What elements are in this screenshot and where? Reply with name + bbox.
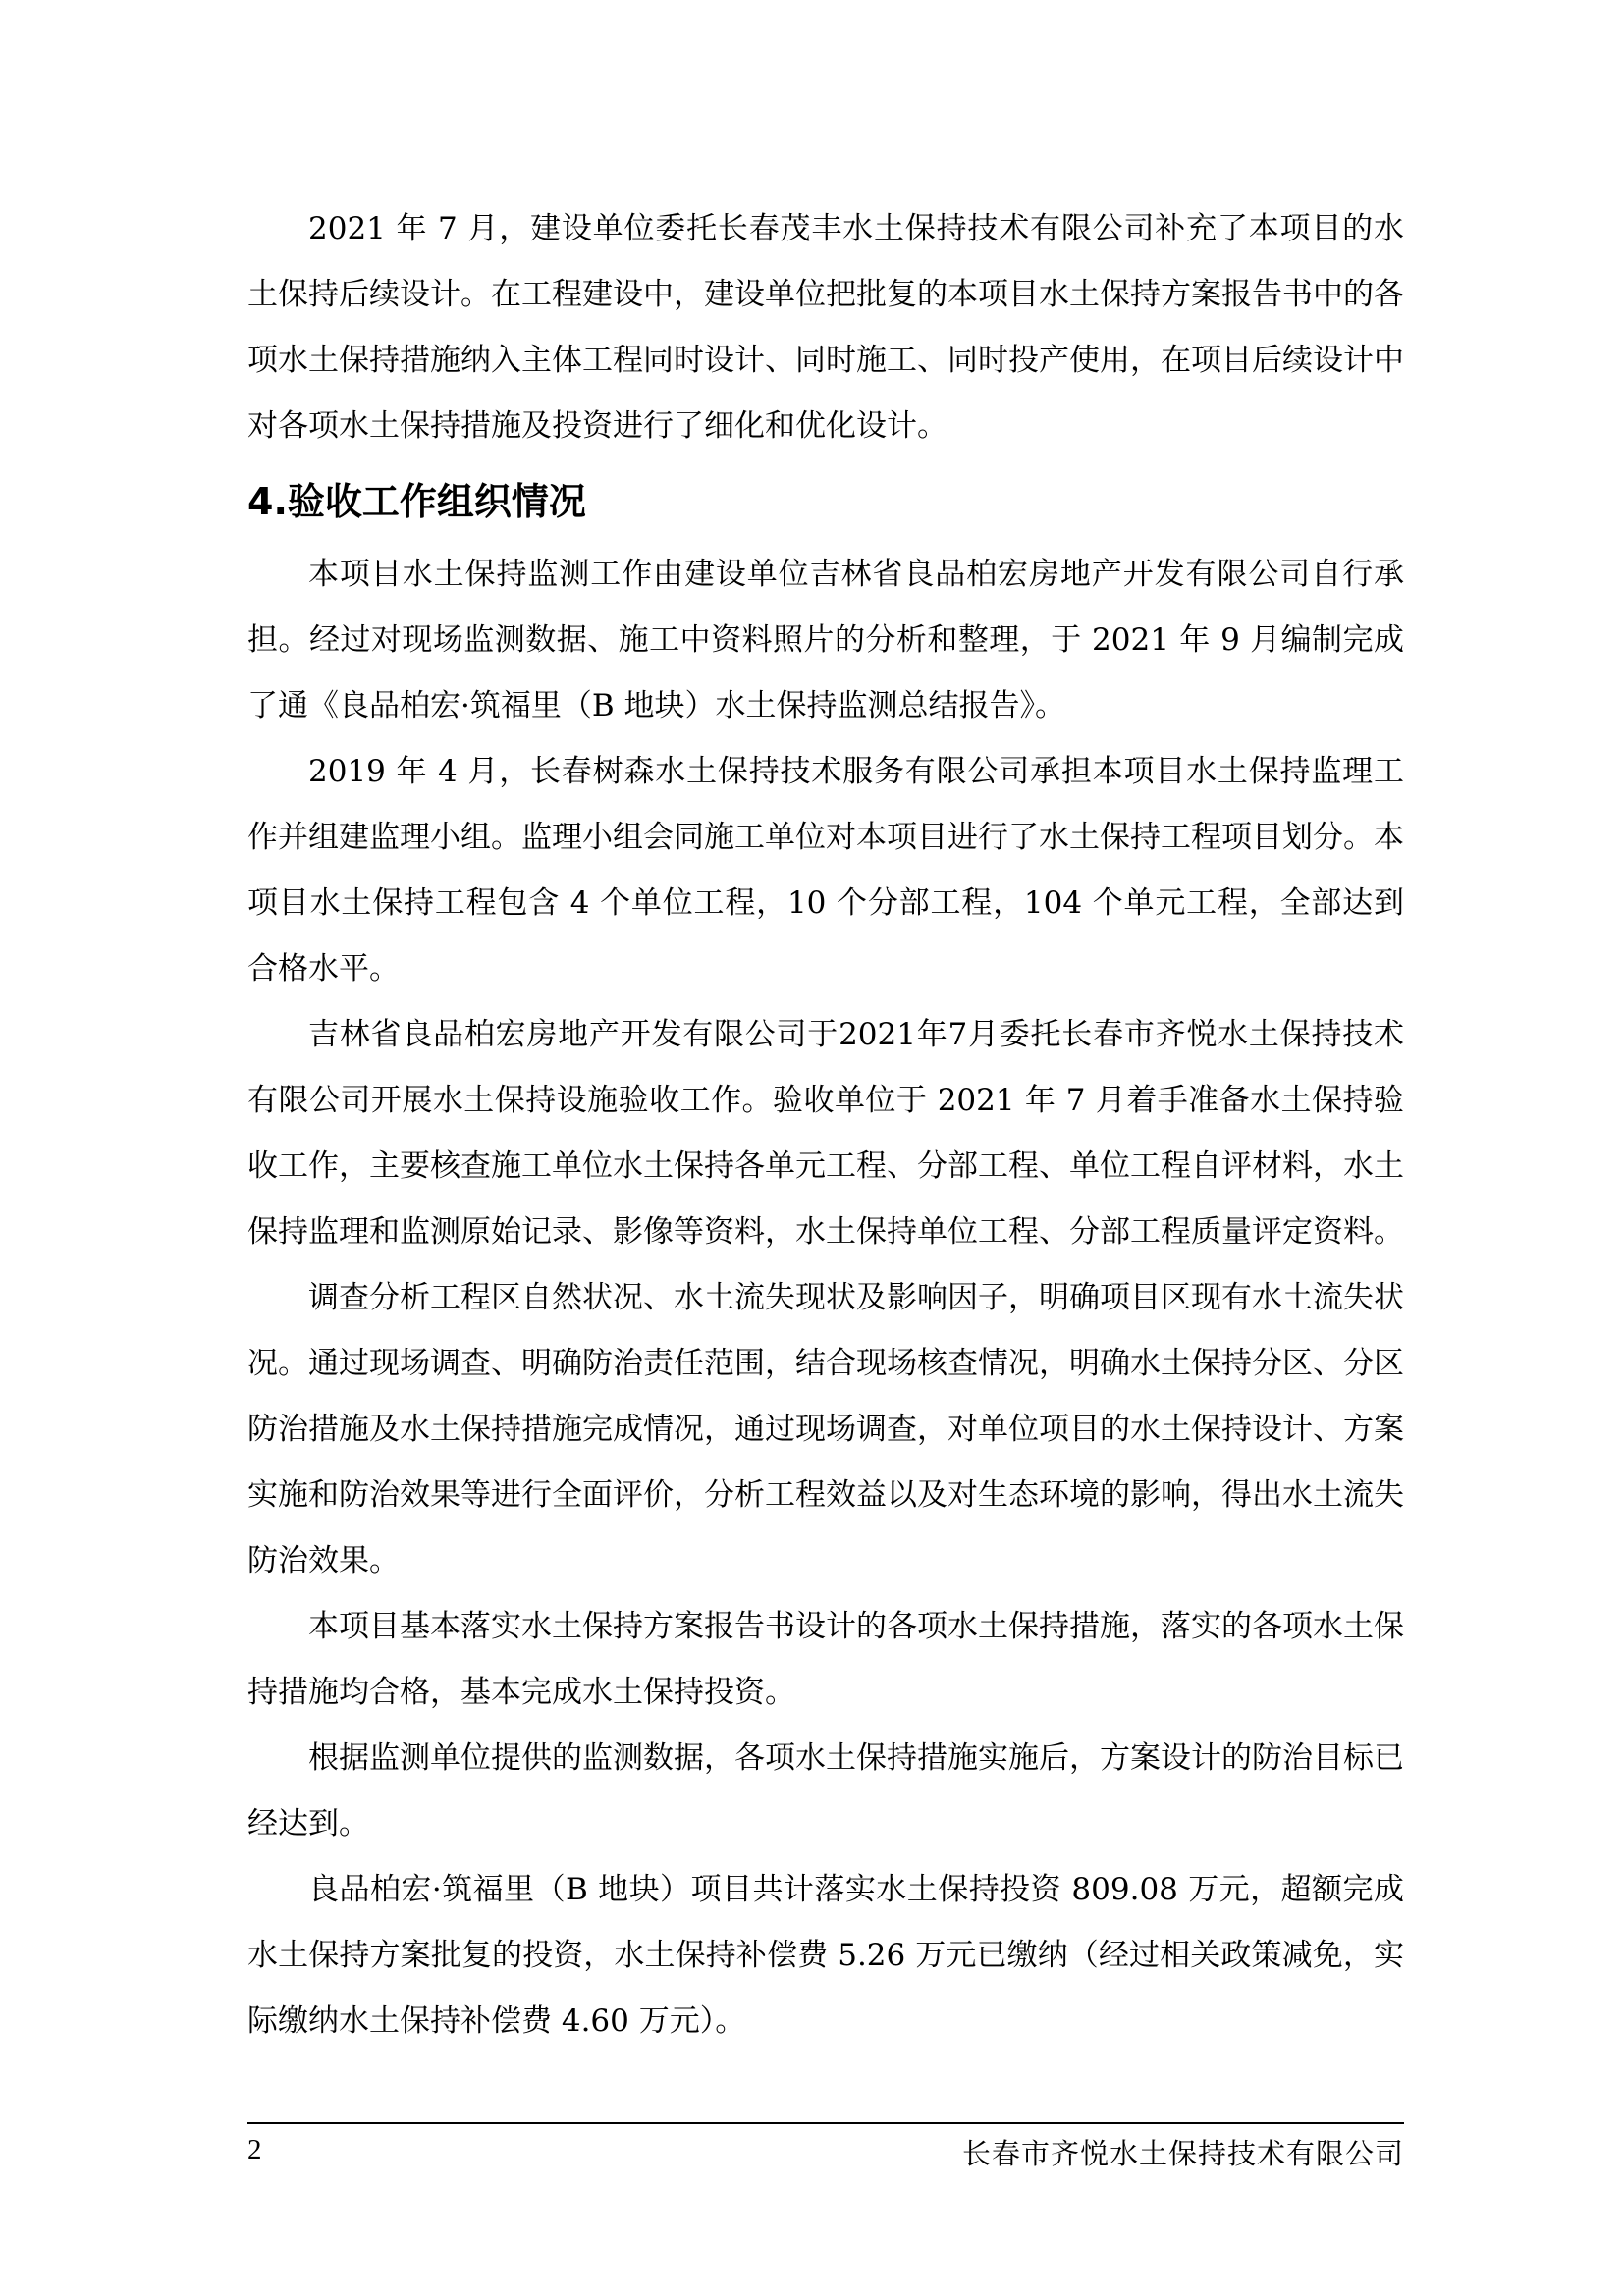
footer-divider — [247, 2122, 1404, 2124]
paragraph-acceptance: 吉林省良品柏宏房地产开发有限公司于2021年7月委托长春市齐悦水土保持技术有限公司开展水土保持设施验收工作。验收单位于 2021 年 7 月着手准备水土保持验收工作，主要核查施工单位水土保持各单元工程、分部工程、单位工程自评材料，水土保持监理和监测原始记录、影像等资料，水土保持单位工程、分部工程质量评定资料。 — [247, 1017, 1404, 1250]
page-body — [247, 196, 1404, 2055]
paragraph-design: 2021 年 7 月，建设单位委托长春茂丰水土保持技术有限公司补充了本项目的水土保持后续设计。在工程建设中，建设单位把批复的本项目水土保持方案报告书中的各项水土保持措施纳入主体工程同时设计、同时施工、同时投产使用，在项目后续设计中对各项水土保持措施及投资进行了细化和优化设计。 — [247, 211, 1404, 444]
paragraph-investigation: 调查分析工程区自然状况、水土流失现状及影响因子，明确项目区现有水土流失状况。通过现场调查、明确防治责任范围，结合现场核查情况，明确水土保持分区、分区防治措施及水土保持措施完成情况，通过现场调查，对单位项目的水土保持设计、方案实施和防治效果等进行全面评价，分析工程效益以及对生态环境的影响，得出水土流失防治效果。 — [247, 1280, 1404, 1578]
section-heading: 4.验收工作组织情况 — [247, 480, 586, 523]
page-number: 2 — [247, 2134, 262, 2165]
paragraph-monitoring: 本项目水土保持监测工作由建设单位吉林省良品柏宏房地产开发有限公司自行承担。经过对现场监测数据、施工中资料照片的分析和整理，于 2021 年 9 月编制完成了通《良品柏宏·筑福里（B 地块）水土保持监测总结报告》。 — [247, 557, 1404, 723]
paragraph-investment: 良品柏宏·筑福里（B 地块）项目共计落实水土保持投资 809.08 万元，超额完成水土保持方案批复的投资，水土保持补偿费 5.26 万元已缴纳（经过相关政策减免，实际缴纳水土保持补偿费 4.60 万元）。 — [247, 1872, 1404, 2039]
footer-company-name: 长春市齐悦水土保持技术有限公司 — [961, 2137, 1404, 2170]
paragraph-measures: 本项目基本落实水土保持方案报告书设计的各项水土保持措施，落实的各项水土保持措施均合格，基本完成水土保持投资。 — [247, 1609, 1404, 1710]
paragraph-supervision: 2019 年 4 月，长春树森水土保持技术服务有限公司承担本项目水土保持监理工作并组建监理小组。监理小组会同施工单位对本项目进行了水土保持工程项目划分。本项目水土保持工程包含 4 个单位工程，10 个分部工程，104 个单元工程，全部达到合格水平。 — [247, 754, 1404, 987]
paragraph-targets: 根据监测单位提供的监测数据，各项水土保持措施实施后，方案设计的防治目标已经达到。 — [247, 1740, 1404, 1842]
